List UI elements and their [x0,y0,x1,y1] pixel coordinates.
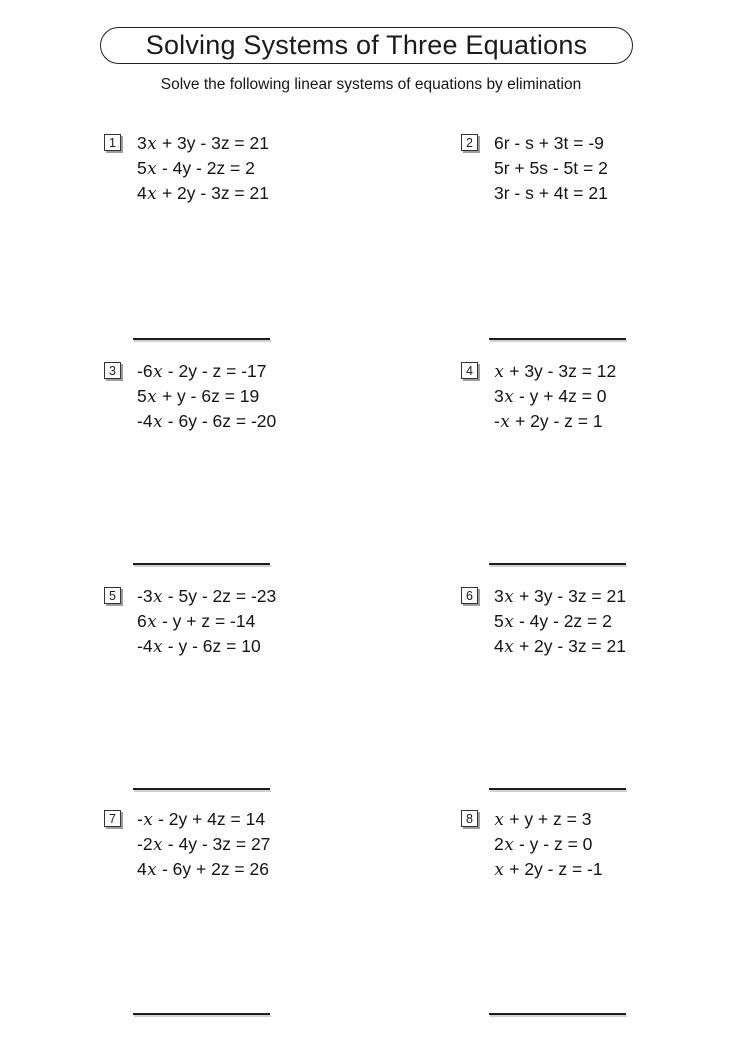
answer-line-2 [489,338,626,340]
equation-line: 6x - y + z = -14 [137,611,256,631]
equation-line: 5x + y - 6z = 19 [137,386,260,406]
problem-4-number-box [461,362,478,379]
problem-5 [104,584,276,659]
problem-1-number-box [104,134,121,151]
equation-line: -x + 2y - z = 1 [494,411,603,431]
problem-1-equations [137,131,269,206]
problem-8-equations [494,807,603,882]
problem-4-equations [494,359,616,434]
equation-line: -x - 2y + 4z = 14 [137,809,266,829]
equation-line: x + y + z = 3 [494,809,592,829]
worksheet-instructions: Solve the following linear systems of equations by elimination [160,76,582,93]
problem-2 [461,131,608,206]
problem-7 [104,807,270,882]
answer-line-1 [133,338,270,340]
equation-line: -3x - 5y - 2z = -23 [137,586,277,606]
problem-number: 7 [109,811,116,826]
problem-3-equations [137,359,276,434]
problem-number: 3 [109,363,116,378]
equation-line: 6r - s + 3t = -9 [494,133,604,153]
equation-line: 5r + 5s - 5t = 2 [494,158,608,178]
equation-line: 4x - 6y + 2z = 26 [137,859,269,879]
equation-line: 3x - y + 4z = 0 [494,386,607,406]
problem-2-equations [494,131,608,206]
equation-line: 5x - 4y - 2z = 2 [137,158,255,178]
problem-5-equations [137,584,276,659]
equation-line: 4x + 2y - 3z = 21 [137,183,269,203]
equation-line: 3x + 3y - 3z = 21 [494,586,626,606]
equation-line: 2x - y - z = 0 [494,834,593,854]
problem-number: 5 [109,588,116,603]
problem-number: 8 [466,811,473,826]
problem-4 [461,359,616,434]
problem-number: 2 [466,135,473,150]
problem-3 [104,359,276,434]
problem-number: 4 [466,363,473,378]
problem-6 [461,584,626,659]
problem-6-equations [494,584,626,659]
problem-6-number-box [461,587,478,604]
problem-3-number-box [104,362,121,379]
answer-line-3 [133,563,270,565]
answer-line-8 [489,1013,626,1015]
problem-number: 6 [466,588,473,603]
equation-line: 5x - 4y - 2z = 2 [494,611,612,631]
problem-number: 1 [109,135,116,150]
problem-7-equations [137,807,270,882]
problem-5-number-box [104,587,121,604]
equation-line: -4x - 6y - 6z = -20 [137,411,277,431]
problem-2-number-box [461,134,478,151]
worksheet-title-box [100,27,633,64]
problem-8-number-box [461,810,478,827]
equation-line: 3r - s + 4t = 21 [494,183,608,203]
equation-line: -6x - 2y - z = -17 [137,361,267,381]
answer-line-5 [133,788,270,790]
problem-8 [461,807,603,882]
problem-7-number-box [104,810,121,827]
equation-line: x + 2y - z = -1 [494,859,603,879]
problem-1 [104,131,269,206]
equation-line: -4x - y - 6z = 10 [137,636,261,656]
answer-line-4 [489,563,626,565]
equation-line: -2x - 4y - 3z = 27 [137,834,271,854]
equation-line: x + 3y - 3z = 12 [494,361,617,381]
equation-line: 3x + 3y - 3z = 21 [137,133,269,153]
worksheet-title: Solving Systems of Three Equations [145,30,588,60]
answer-line-7 [133,1013,270,1015]
answer-line-6 [489,788,626,790]
equation-line: 4x + 2y - 3z = 21 [494,636,626,656]
